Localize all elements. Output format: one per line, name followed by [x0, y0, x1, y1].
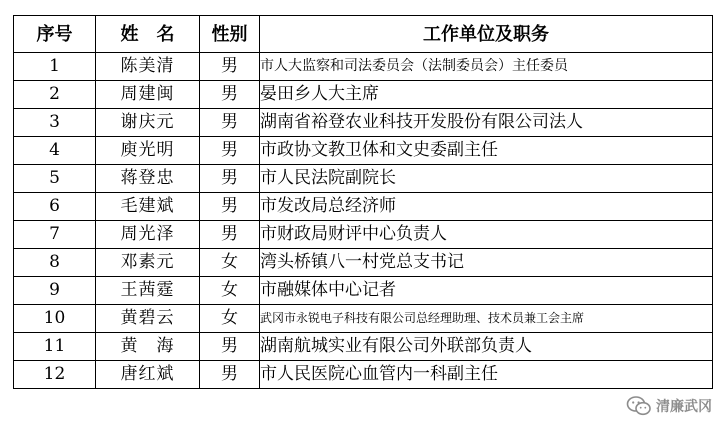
- row-index: 7: [14, 221, 96, 249]
- row-gender: 男: [200, 333, 260, 361]
- row-position: 湖南航城实业有限公司外联部负责人: [260, 333, 713, 361]
- row-name: 谢庆元: [96, 109, 200, 137]
- row-position: 晏田乡人大主席: [260, 81, 713, 109]
- row-index: 1: [14, 53, 96, 81]
- row-position: 市人民法院副院长: [260, 165, 713, 193]
- row-index: 9: [14, 277, 96, 305]
- row-gender: 男: [200, 81, 260, 109]
- watermark: [626, 395, 712, 417]
- row-name: 周光泽: [96, 221, 200, 249]
- watermark-text: 清廉武冈: [656, 399, 712, 415]
- header-position: 工作单位及职务: [260, 16, 713, 53]
- wechat-icon: [626, 395, 652, 417]
- header-index: 序号: [14, 16, 96, 53]
- row-position: 湾头桥镇八一村党总支书记: [260, 249, 713, 277]
- row-gender: 男: [200, 165, 260, 193]
- table-row: [14, 165, 713, 193]
- row-index: 4: [14, 137, 96, 165]
- row-position: 市人民医院心血管内一科副主任: [260, 361, 713, 389]
- row-index: 2: [14, 81, 96, 109]
- header-gender: 性别: [200, 16, 260, 53]
- row-name: 庾光明: [96, 137, 200, 165]
- row-name: 黄 海: [96, 333, 200, 361]
- table-header-row: [14, 16, 713, 53]
- row-gender: 男: [200, 109, 260, 137]
- table-row: [14, 109, 713, 137]
- table-row: [14, 193, 713, 221]
- table-row: [14, 81, 713, 109]
- table-row: [14, 53, 713, 81]
- row-gender: 女: [200, 277, 260, 305]
- row-position: 市融媒体中心记者: [260, 277, 713, 305]
- row-gender: 男: [200, 137, 260, 165]
- table-row: [14, 305, 713, 333]
- row-name: 周建闽: [96, 81, 200, 109]
- row-name: 唐红斌: [96, 361, 200, 389]
- row-index: 10: [14, 305, 96, 333]
- row-position: 武冈市永锐电子科技有限公司总经理助理、技术员兼工会主席: [260, 305, 713, 333]
- row-name: 黄碧云: [96, 305, 200, 333]
- row-index: 11: [14, 333, 96, 361]
- header-name: 姓 名: [96, 16, 200, 53]
- row-position: 市政协文教卫体和文史委副主任: [260, 137, 713, 165]
- row-index: 12: [14, 361, 96, 389]
- row-position: 市发改局总经济师: [260, 193, 713, 221]
- table-row: [14, 361, 713, 389]
- row-index: 8: [14, 249, 96, 277]
- row-index: 6: [14, 193, 96, 221]
- row-gender: 女: [200, 249, 260, 277]
- row-name: 蒋登忠: [96, 165, 200, 193]
- row-gender: 男: [200, 221, 260, 249]
- row-gender: 男: [200, 193, 260, 221]
- row-gender: 女: [200, 305, 260, 333]
- table-row: [14, 277, 713, 305]
- table-row: [14, 249, 713, 277]
- row-position: 市人大监察和司法委员会（法制委员会）主任委员: [260, 53, 713, 81]
- row-position: 湖南省裕登农业科技开发股份有限公司法人: [260, 109, 713, 137]
- row-position: 市财政局财评中心负责人: [260, 221, 713, 249]
- row-name: 邓素元: [96, 249, 200, 277]
- table-row: [14, 333, 713, 361]
- row-gender: 男: [200, 361, 260, 389]
- row-index: 3: [14, 109, 96, 137]
- row-index: 5: [14, 165, 96, 193]
- row-name: 陈美清: [96, 53, 200, 81]
- row-name: 王茜霆: [96, 277, 200, 305]
- row-name: 毛建斌: [96, 193, 200, 221]
- table-row: [14, 221, 713, 249]
- member-table: [13, 15, 713, 389]
- row-gender: 男: [200, 53, 260, 81]
- table-row: [14, 137, 713, 165]
